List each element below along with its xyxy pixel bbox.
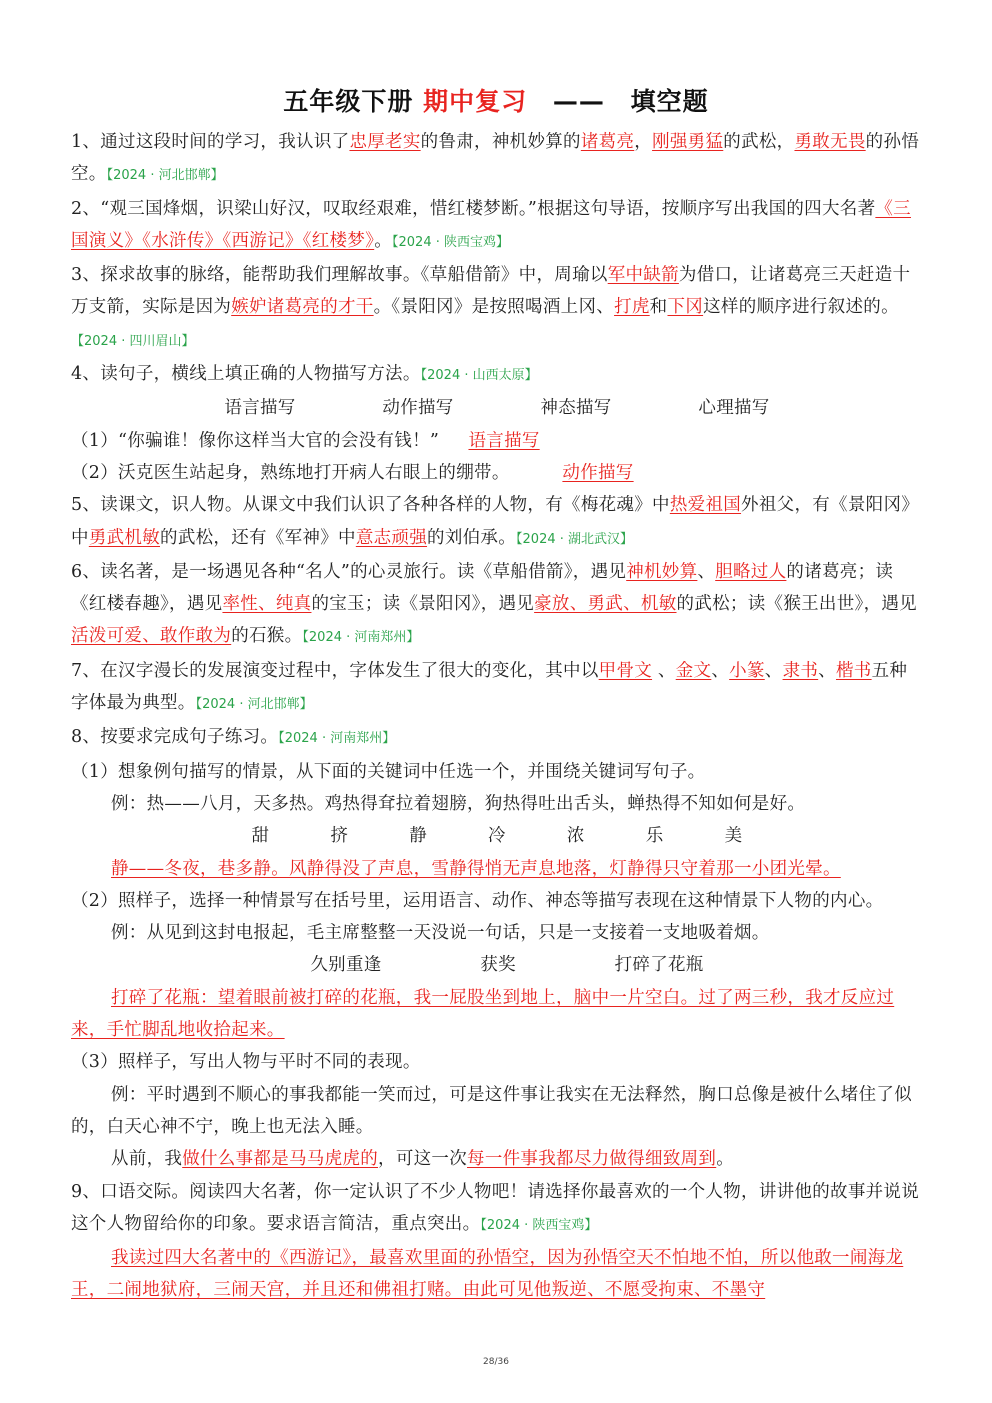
scenario-row: [71, 949, 923, 981]
question-4: 4、读句子，横线上填正确的人物描写方法。【2024 · 山西太原】: [71, 364, 538, 385]
answer: 每一件事我都尽力做得细致周到: [467, 1149, 717, 1170]
keyword-row: [71, 820, 923, 852]
answer: 下冈: [667, 297, 704, 318]
source-tag: 【2024 · 四川眉山】: [71, 333, 195, 349]
question-6: 6、读名著，是一场遇见各种“名人”的心灵旅行。读《草船借箭》，遇见神机妙算、胆略过人的诸葛亮；读《红楼春趣》，遇见率性、纯真的宝玉；读《景阳冈》，遇见豪放、勇武、机敏的武松；读《猴王出世》，遇见活泼可爱、敢作敢为的石猴。【2024 · 河南郑州】: [71, 561, 917, 647]
example-sentence: 例：平时遇到不顺心的事我都能一笑而过，可是这件事让我实在无法释然，胸口总像是被什么堵住了似的，白天心神不宁，晚上也无法入睡。: [71, 1084, 912, 1137]
answer: 小篆: [729, 660, 765, 681]
answer: 隶书: [782, 660, 819, 681]
source-tag: 【2024 · 河南郑州】: [278, 731, 396, 747]
answer: 《西游记》: [222, 230, 303, 251]
scenario: 久别重逢: [310, 955, 382, 976]
answer: 语言描写: [468, 430, 540, 451]
title-type: 填空题: [630, 87, 709, 116]
option-row: [71, 392, 923, 424]
source-tag: 【2024 · 陕西宝鸡】: [392, 234, 509, 250]
answer: 甲骨文: [598, 660, 653, 681]
answer: 诸葛亮: [580, 132, 635, 152]
answer: 热爱祖国: [669, 495, 742, 516]
keyword: 静: [409, 826, 428, 847]
answer: 率性、纯真: [222, 594, 312, 615]
example-sentence: 例：从见到这封电报起，毛主席整整一天没说一句话，只是一支接着一支地吸着烟。: [111, 923, 770, 944]
answer-sentence: 从前，我做什么事都是马马虎虎的，可这一次每一件事我都尽力做得细致周到。: [111, 1149, 735, 1170]
question-2: 2、“观三国烽烟，识梁山好汉，叹取经艰难，惜红楼梦断。”根据这句导语，按顺序写出我国的四大名著《三国演义》《水浒传》《西游记》《红楼梦》。【2024 · 陕西宝鸡】: [71, 198, 911, 251]
question-3: 3、探求故事的脉络，能帮助我们理解故事。《草船借箭》中，周瑜以军中缺箭为借口，让诸葛亮三天赶造十万支箭，实际是因为嫉妒诸葛亮的才干。《景阳冈》是按照喝酒上冈、打虎和下冈这样的顺序进行叙述的。【2024 · 四川眉山】: [71, 265, 911, 349]
source-tag: 【2024 · 河北邯郸】: [195, 697, 313, 713]
option: 动作描写: [382, 398, 454, 419]
answer: 意志顽强: [355, 527, 428, 548]
page-title: [0, 82, 992, 118]
question-1: 1、通过这段时间的学习，我认识了忠厚老实的鲁肃，神机妙算的诸葛亮，刚强勇猛的武松，勇敢无畏的孙悟空。【2024 · 河北邯郸】: [71, 132, 920, 185]
page-number: 28/36: [483, 1357, 509, 1367]
keyword: 美: [724, 826, 743, 847]
keyword: 冷: [488, 826, 506, 847]
keyword: 浓: [566, 826, 585, 847]
option: 神态描写: [540, 398, 612, 419]
question-5: 5、读课文，识人物。从课文中我们认识了各种各样的人物，有《梅花魂》中热爱祖国外祖父，有《景阳冈》中勇武机敏的武松，还有《军神》中意志顽强的刘伯承。【2024 · 湖北武汉】: [71, 495, 920, 548]
answer: 《水浒传》: [142, 230, 223, 251]
question-7: 7、在汉字漫长的发展演变过程中，字体发生了很大的变化，其中以甲骨文 、金文、小篆、隶书、楷书五种字体最为典型。【2024 · 河北邯郸】: [71, 660, 908, 714]
answer: 刚强勇猛: [652, 132, 724, 152]
answer-paragraph: 打碎了花瓶：望着眼前被打碎的花瓶，我一屁股坐到地上，脑中一片空白。过了两三秒，我才反应过来，手忙脚乱地收拾起来。: [71, 987, 895, 1041]
answer: 《红楼梦》: [302, 230, 375, 251]
source-tag: 【2024 · 山西太原】: [420, 368, 538, 384]
title-highlight: 期中复习: [423, 87, 528, 116]
answer: 豪放、勇武、机敏: [534, 594, 677, 615]
answer: 忠厚老实: [349, 132, 421, 152]
source-tag: 【2024 · 陕西宝鸡】: [480, 1217, 598, 1233]
answer: 做什么事都是马马虎虎的: [182, 1149, 379, 1170]
question-8-part-2: （2）照样子，选择一种情景写在括号里，运用语言、动作、神态等描写表现在这种情景下人物的内心。: [71, 890, 884, 911]
answer: 楷书: [835, 660, 872, 681]
option: 心理描写: [698, 398, 770, 419]
keyword: 乐: [645, 826, 664, 847]
answer: 勇武机敏: [88, 527, 161, 548]
example-sentence: 例：热——八月，天多热。鸡热得耷拉着翅膀，狗热得吐出舌头，蝉热得不知如何是好。: [111, 793, 806, 814]
answer: 金文: [675, 660, 712, 681]
question-8-part-3: （3）照样子，写出人物与平时不同的表现。: [71, 1052, 421, 1073]
answer: 《三国演义》: [71, 198, 911, 251]
title-grade: 五年级下册: [283, 87, 414, 116]
answer-paragraph: 我读过四大名著中的《西游记》，最喜欢里面的孙悟空，因为孙悟空天不怕地不怕，所以他敢一闹海龙王，二闹地狱府，三闹天宫，并且还和佛祖打赌。由此可见他叛逆、不愿受拘束、不墨守: [71, 1248, 904, 1301]
question-8: 8、按要求完成句子练习。【2024 · 河南郑州】: [71, 727, 396, 748]
keyword: 甜: [251, 826, 270, 847]
source-tag: 【2024 · 河北邯郸】: [106, 168, 224, 184]
option: 语言描写: [224, 398, 296, 419]
question-8-part-1: （1）想象例句描写的情景，从下面的关键词中任选一个，并围绕关键词写句子。: [71, 761, 706, 782]
question-9: 9、口语交际。阅读四大名著，你一定认识了不少人物吧！请选择你最喜欢的一个人物，讲讲他的故事并说说这个人物留给你的印象。要求语言简洁，重点突出。【2024 · 陕西宝鸡】: [71, 1181, 920, 1234]
answer: 军中缺箭: [607, 265, 679, 286]
question-list: [71, 126, 923, 1307]
answer: 胆略过人: [715, 561, 787, 582]
answer-sentence: 静——冬夜，巷多静。风静得没了声息，雪静得悄无声息地落，灯静得只守着那一小团光晕。: [111, 858, 841, 879]
source-tag: 【2024 · 河南郑州】: [302, 630, 420, 646]
answer: 神机妙算: [626, 561, 698, 582]
question-4-item-2: （2）沃克医生站起身，熟练地打开病人右眼上的绷带。 动作描写: [71, 462, 634, 483]
answer: 打虎: [614, 297, 650, 318]
answer: 动作描写: [562, 462, 634, 483]
answer: 活泼可爱、敢作敢为: [71, 626, 232, 647]
title-dash: ——: [552, 87, 605, 116]
answer: 嫉妒诸葛亮的才干: [231, 297, 374, 318]
keyword: 挤: [330, 826, 349, 847]
scenario: 打碎了花瓶: [614, 955, 704, 976]
scenario: 获奖: [480, 955, 516, 976]
answer: 勇敢无畏: [794, 132, 866, 152]
question-4-item-1: （1）“你骗谁！像你这样当大官的会没有钱！” 语言描写: [71, 430, 540, 451]
source-tag: 【2024 · 湖北武汉】: [516, 531, 634, 547]
